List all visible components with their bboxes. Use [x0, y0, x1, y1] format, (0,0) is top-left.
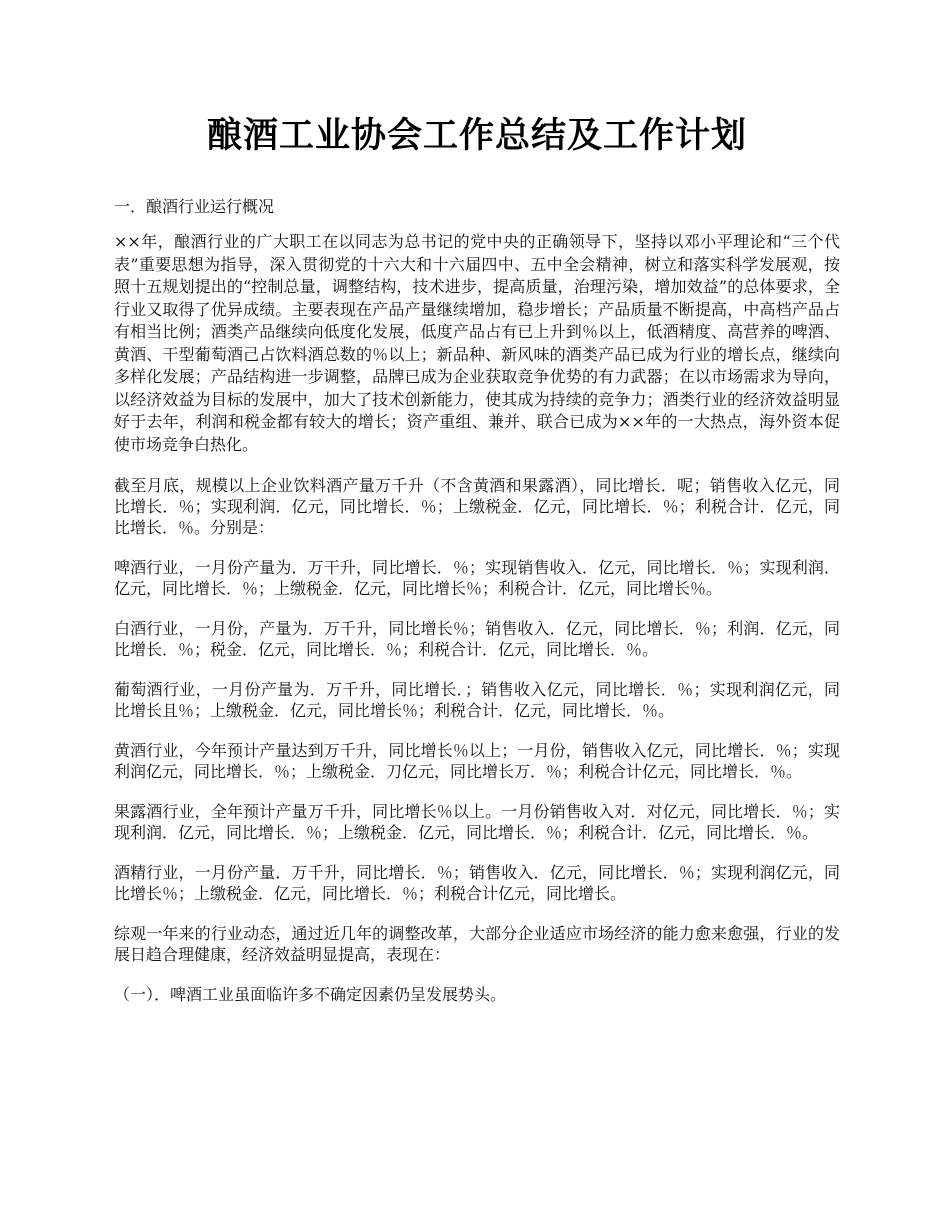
paragraph-beer: 啤酒行业，一月份产量为．万干升，同比增长．％；实现销售收入．亿元，同比增长．％；实现利润．亿元，同比增长．％；上缴税金．亿元，同比增长％；利税合计．亿元，同比增长％。	[114, 558, 840, 598]
paragraph-alcohol: 酒精行业，一月份产量．万千升，同比增长．％；销售收入．亿元，同比增长．％；实现利润亿元，同比增长％；上缴税金．亿元，同比增长．％；利税合计亿元，同比增长。	[114, 863, 840, 903]
paragraph-industry-review: 综观一年来的行业动态，通过近几年的调整改革，大部分企业适应市场经济的能力愈来愈强，行业的发展日趋合理健康，经济效益明显提高，表现在：	[114, 924, 840, 964]
paragraph-baijiu: 白酒行业，一月份，产量为．万千升，同比增长％；销售收入．亿元，同比增长．％；利润．亿元，同比增长．％；税金．亿元，同比增长．％；利税合计．亿元，同比增长．％。	[114, 619, 840, 659]
document-title: 酿酒工业协会工作总结及工作计划	[206, 115, 747, 156]
document-page	[114, 108, 840, 1005]
paragraph-summary-stats: 截至月底，规模以上企业饮料酒产量万千升（不含黄酒和果露酒），同比增长．呢；销售收入亿元，同比增长．％；实现利润．亿元，同比增长．％；上缴税金．亿元，同比增长．％；利税合计．亿元，同比增长．％。分别是：	[114, 476, 840, 537]
sub-heading-beer-industry: （一）．啤酒工业虽面临许多不确定因素仍呈发展势头。	[114, 985, 507, 1004]
paragraph-overview: ××年，酿酒行业的广大职工在以同志为总书记的党中央的正确领导下，坚持以邓小平理论和“三个代表”重要思想为指导，深入贯彻党的十六大和十六届四中、五中全会精神，树立和落实科学发展观，按照十五规划提出的“控制总量，调整结构，技术进步，提高质量，治理污染，增加效益”的总体要求，全行业又取得了优异成绩。主要表现在产品产量继续增加，稳步增长；产品质量不断提高，中高档产品占有相当比例；酒类产品继续向低度化发展，低度产品占有已上升到％以上，低酒精度、高营养的啤酒、黄酒、干型葡萄酒己占饮料酒总数的％以上；新品种、新风味的酒类产品已成为行业的增长点，继续向多样化发展；产品结构进一步调整，品牌已成为企业获取竞争优势的有力武器；在以市场需求为导向，以经济效益为目标的发展中，加大了技术创新能力，使其成为持续的竞争力；酒类行业的经济效益明显好于去年，利润和税金都有较大的增长；资产重组、兼并、联合已成为××年的一大热点，海外资本促使市场竞争白热化。	[114, 232, 840, 454]
paragraph-huangjiu: 黄酒行业，今年预计产量达到万千升，同比增长％以上；一月份，销售收入亿元，同比增长．％；实现利润亿元，同比增长．％；上缴税金．刀亿元，同比增长万．％；利税合计亿元，同比增长．％。	[114, 741, 840, 781]
paragraph-wine: 葡萄酒行业，一月份产量为．万千升，同比增长．；销售收入亿元，同比增长．％；实现利润亿元，同比增长且％；上缴税金．亿元，同比增长％；利税合计．亿元，同比增长．％。	[114, 680, 840, 720]
section-heading: 一．酿酒行业运行概况	[114, 197, 275, 216]
paragraph-fruit-wine: 果露酒行业，全年预计产量万千升，同比增长％以上。一月份销售收入对．对亿元，同比增长．％；实现利润．亿元，同比增长．％；上缴税金．亿元，同比增长．％；利税合计．亿元，同比增长．％。	[114, 802, 840, 842]
